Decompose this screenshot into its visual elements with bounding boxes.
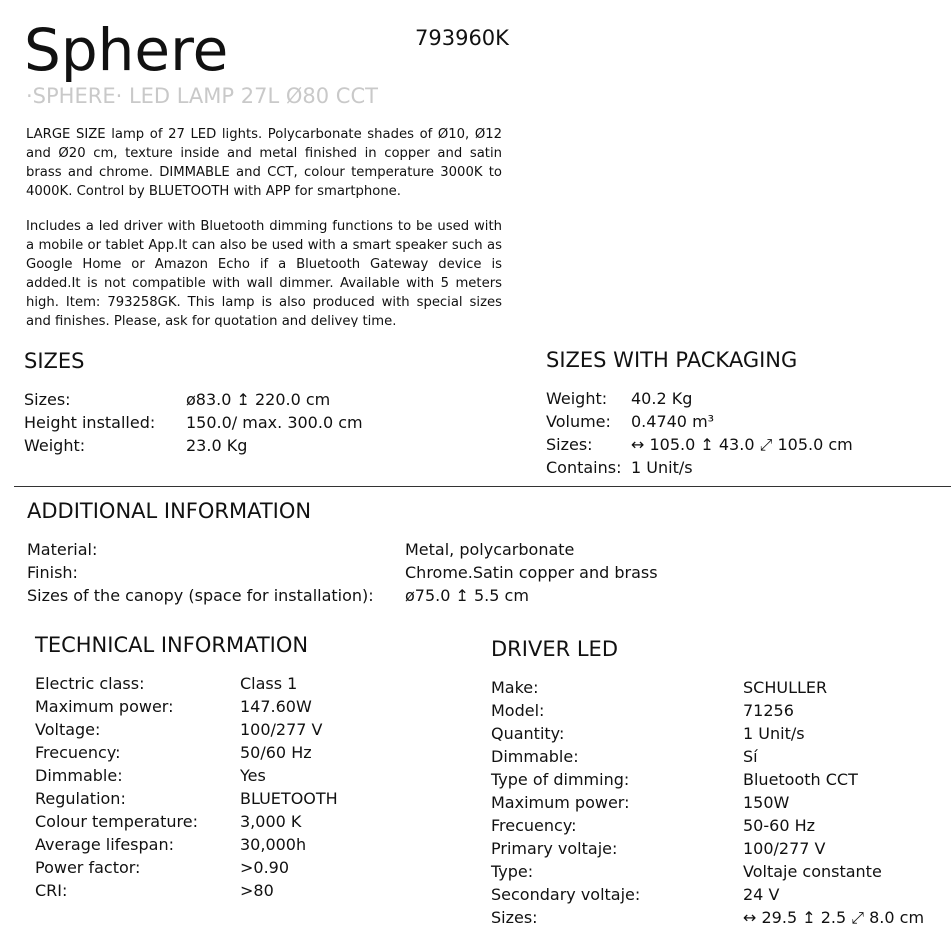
- description-paragraph-1: LARGE SIZE lamp of 27 LED lights. Polycarbonate shades of Ø10, Ø12 and Ø20 cm, texture inside and metal finished in copper and satin brass and chrome. DIMMABLE and CCT, colour temperature 3000K to 4000K. Control by BLUETOOTH with APP for smartphone.: [26, 127, 502, 199]
- product-subtitle: ·SPHERE· LED LAMP 27L Ø80 CCT: [26, 84, 378, 108]
- technical-label: CRI:: [35, 881, 68, 900]
- driver-row: [491, 791, 946, 814]
- technical-row: [35, 741, 455, 764]
- driver-label: Maximum power:: [491, 793, 630, 812]
- additional-table: [27, 538, 727, 607]
- technical-label: Frecuency:: [35, 743, 121, 762]
- driver-row: [491, 883, 946, 906]
- product-title: Sphere: [24, 16, 229, 84]
- technical-value: BLUETOOTH: [240, 789, 338, 808]
- section-divider: [14, 486, 951, 487]
- technical-row: [35, 833, 455, 856]
- driver-row: [491, 906, 946, 929]
- sizes-value: 150.0/ max. 300.0 cm: [186, 413, 363, 432]
- driver-row: [491, 676, 946, 699]
- driver-label: Frecuency:: [491, 816, 577, 835]
- sizes-label: Weight:: [24, 436, 86, 455]
- driver-label: Quantity:: [491, 724, 565, 743]
- driver-label: Primary voltaje:: [491, 839, 618, 858]
- sizes-row-weight: [24, 434, 464, 457]
- driver-row: [491, 837, 946, 860]
- sizes-row-dimensions: [24, 388, 464, 411]
- sizes-table: [24, 388, 464, 457]
- driver-row: [491, 860, 946, 883]
- driver-value: 100/277 V: [743, 839, 826, 858]
- technical-heading: TECHNICAL INFORMATION: [35, 633, 309, 657]
- technical-label: Regulation:: [35, 789, 126, 808]
- additional-row-finish: [27, 561, 727, 584]
- sizes-label: Sizes:: [24, 390, 71, 409]
- technical-value: Class 1: [240, 674, 298, 693]
- technical-value: 100/277 V: [240, 720, 323, 739]
- technical-value: >0.90: [240, 858, 290, 877]
- packaging-heading: SIZES WITH PACKAGING: [546, 348, 798, 372]
- additional-row-material: [27, 538, 727, 561]
- packaging-row-weight: [546, 387, 946, 410]
- packaging-value: ↔ 105.0 ↥ 43.0 ⤢ 105.0 cm: [631, 435, 853, 454]
- technical-value: 50/60 Hz: [240, 743, 312, 762]
- technical-label: Maximum power:: [35, 697, 174, 716]
- packaging-label: Sizes:: [546, 435, 593, 454]
- packaging-label: Volume:: [546, 412, 611, 431]
- sizes-value: ø83.0 ↥ 220.0 cm: [186, 390, 331, 409]
- driver-value: 50-60 Hz: [743, 816, 816, 835]
- driver-row: [491, 722, 946, 745]
- additional-row-canopy: [27, 584, 727, 607]
- driver-label: Make:: [491, 678, 539, 697]
- technical-row: [35, 787, 455, 810]
- driver-value: ↔ 29.5 ↥ 2.5 ⤢ 8.0 cm: [743, 908, 925, 927]
- technical-label: Dimmable:: [35, 766, 123, 785]
- additional-value: ø75.0 ↥ 5.5 cm: [405, 586, 529, 605]
- sizes-heading: SIZES: [24, 349, 85, 373]
- driver-row: [491, 814, 946, 837]
- technical-value: 147.60W: [240, 697, 312, 716]
- technical-label: Colour temperature:: [35, 812, 198, 831]
- driver-value: 24 V: [743, 885, 780, 904]
- technical-value: >80: [240, 881, 274, 900]
- packaging-value: 40.2 Kg: [631, 389, 693, 408]
- driver-table: [491, 676, 946, 929]
- packaging-label: Weight:: [546, 389, 608, 408]
- technical-label: Electric class:: [35, 674, 145, 693]
- technical-row: [35, 810, 455, 833]
- driver-label: Model:: [491, 701, 545, 720]
- additional-label: Material:: [27, 540, 98, 559]
- driver-row: [491, 745, 946, 768]
- driver-value: 150W: [743, 793, 790, 812]
- technical-row: [35, 718, 455, 741]
- sizes-label: Height installed:: [24, 413, 156, 432]
- additional-value: Metal, polycarbonate: [405, 540, 575, 559]
- technical-row: [35, 695, 455, 718]
- technical-label: Average lifespan:: [35, 835, 174, 854]
- sizes-row-height: [24, 411, 464, 434]
- driver-value: Bluetooth CCT: [743, 770, 858, 789]
- additional-label: Sizes of the canopy (space for installation):: [27, 586, 374, 605]
- driver-value: Voltaje constante: [743, 862, 882, 881]
- packaging-value: 1 Unit/s: [631, 458, 693, 477]
- additional-value: Chrome.Satin copper and brass: [405, 563, 658, 582]
- driver-value: Sí: [743, 747, 758, 766]
- technical-value: Yes: [240, 766, 266, 785]
- driver-value: 71256: [743, 701, 794, 720]
- driver-row: [491, 699, 946, 722]
- product-code: 793960K: [415, 26, 509, 50]
- technical-table: [35, 672, 455, 902]
- packaging-table: [546, 387, 946, 479]
- driver-label: Sizes:: [491, 908, 538, 927]
- sizes-value: 23.0 Kg: [186, 436, 248, 455]
- technical-label: Power factor:: [35, 858, 141, 877]
- technical-value: 30,000h: [240, 835, 307, 854]
- additional-heading: ADDITIONAL INFORMATION: [27, 499, 312, 523]
- driver-label: Dimmable:: [491, 747, 579, 766]
- packaging-label: Contains:: [546, 458, 622, 477]
- technical-row: [35, 764, 455, 787]
- packaging-row-contains: [546, 456, 946, 479]
- technical-value: 3,000 K: [240, 812, 302, 831]
- driver-label: Secondary voltaje:: [491, 885, 641, 904]
- technical-row: [35, 856, 455, 879]
- description-paragraph-2: Includes a led driver with Bluetooth dimming functions to be used with a mobile or tablet App.It can also be used with a smart speaker such as Google Home or Amazon Echo if a Bluetooth Gateway device is added.It is not compatible with wall dimmer. Available with 5 meters high. Item: 793258GK. This lamp is also produced with special sizes and finishes. Please, ask for quotation and delivey time.: [26, 219, 502, 327]
- packaging-value: 0.4740 m³: [631, 412, 715, 431]
- technical-row: [35, 879, 455, 902]
- driver-label: Type of dimming:: [491, 770, 630, 789]
- driver-label: Type:: [491, 862, 534, 881]
- technical-label: Voltage:: [35, 720, 101, 739]
- technical-row: [35, 672, 455, 695]
- driver-value: 1 Unit/s: [743, 724, 805, 743]
- packaging-row-sizes: [546, 433, 946, 456]
- packaging-row-volume: [546, 410, 946, 433]
- additional-label: Finish:: [27, 563, 78, 582]
- driver-value: SCHULLER: [743, 678, 828, 697]
- driver-heading: DRIVER LED: [491, 637, 618, 661]
- driver-row: [491, 768, 946, 791]
